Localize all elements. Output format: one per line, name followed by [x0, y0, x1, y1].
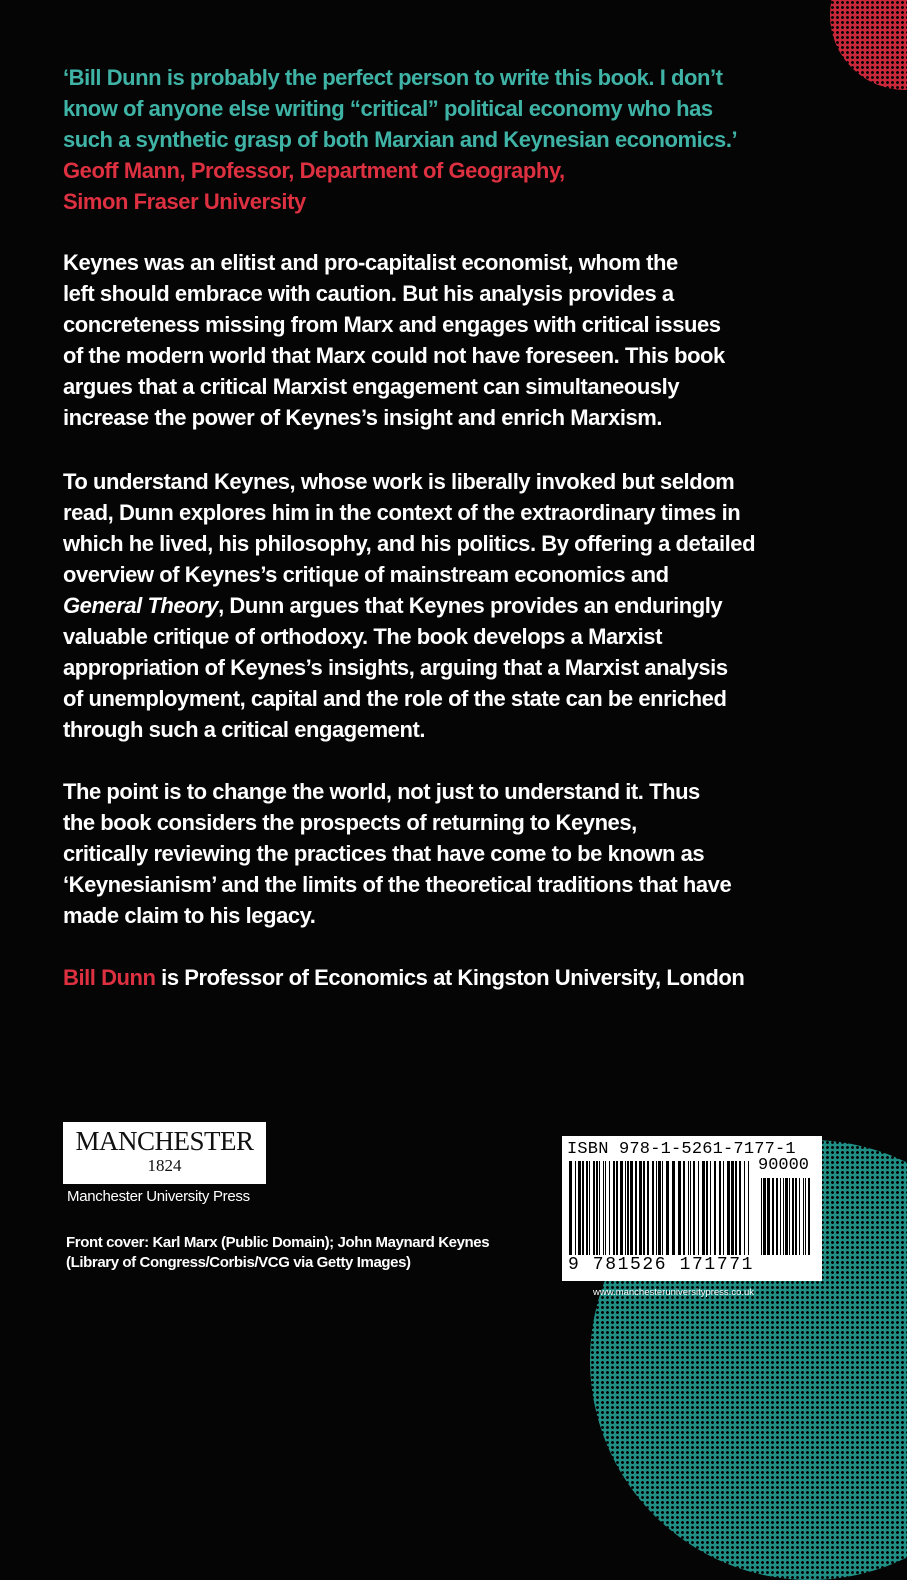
ean-digits: 9 781526 171771	[568, 1255, 755, 1275]
paragraph-line: To understand Keynes, whose work is liberally invoked but seldom	[63, 469, 735, 494]
quote-line: ‘Bill Dunn is probably the perfect person to write this book. I don’t	[63, 65, 723, 90]
author-bio	[63, 962, 853, 993]
paragraph-line: concreteness missing from Marx and engages with critical issues	[63, 312, 721, 337]
book-title-italic: General Theory	[63, 593, 219, 618]
author-bio-text: is Professor of Economics at Kingston University, London	[155, 965, 745, 990]
quote-line: such a synthetic grasp of both Marxian and Keynesian economics.’	[63, 127, 738, 152]
endorsement-quote	[63, 62, 853, 217]
addon-barcode-bars-icon	[760, 1178, 816, 1255]
blurb-paragraph-2	[63, 466, 853, 745]
paragraph-line	[63, 590, 853, 621]
paragraph-line: The point is to change the world, not just to understand it. Thus	[63, 779, 700, 804]
paragraph-line: increase the power of Keynes’s insight and enrich Marxism.	[63, 405, 663, 430]
logo-wordmark: MANCHESTER	[75, 1126, 254, 1156]
quote-attribution: Geoff Mann, Professor, Department of Geography,	[63, 158, 565, 183]
credit-line: (Library of Congress/Corbis/VCG via Getty Images)	[66, 1254, 411, 1271]
paragraph-text: , Dunn argues that Keynes provides an enduringly	[218, 593, 723, 618]
publisher-website: www.manchesteruniversitypress.co.uk	[593, 1287, 755, 1298]
blurb-paragraph-3	[63, 776, 853, 931]
barcode-bars-icon	[568, 1161, 754, 1255]
publisher-logo	[63, 1122, 266, 1184]
paragraph-line: the book considers the prospects of returning to Keynes,	[63, 810, 637, 835]
paragraph-line: Keynes was an elitist and pro-capitalist economist, whom the	[63, 250, 678, 275]
paragraph-line: made claim to his legacy.	[63, 903, 316, 928]
paragraph-line: critically reviewing the practices that have come to be known as	[63, 841, 705, 866]
isbn-barcode	[562, 1136, 822, 1281]
paragraph-line: which he lived, his philosophy, and his politics. By offering a detailed	[63, 531, 756, 556]
paragraph-line: argues that a critical Marxist engagement can simultaneously	[63, 374, 680, 399]
cover-credits	[66, 1233, 489, 1273]
quote-attribution: Simon Fraser University	[63, 189, 306, 214]
paragraph-line: of the modern world that Marx could not have foreseen. This book	[63, 343, 725, 368]
author-name: Bill Dunn	[63, 965, 156, 990]
quote-line: know of anyone else writing “critical” political economy who has	[63, 96, 713, 121]
paragraph-line: overview of Keynes’s critique of mainstream economics and	[63, 562, 669, 587]
credit-line: Front cover: Karl Marx (Public Domain); John Maynard Keynes	[66, 1234, 490, 1251]
publisher-name: Manchester University Press	[67, 1188, 250, 1205]
paragraph-line: left should embrace with caution. But his analysis provides a	[63, 281, 674, 306]
author-bio-line	[63, 962, 853, 993]
price-code: 90000	[758, 1156, 810, 1175]
paragraph-line: valuable critique of orthodoxy. The book develops a Marxist	[63, 624, 662, 649]
paragraph-line: read, Dunn explores him in the context of the extraordinary times in	[63, 500, 741, 525]
logo-year: 1824	[147, 1156, 182, 1175]
isbn-number: ISBN 978-1-5261-7177-1	[567, 1140, 796, 1159]
paragraph-line: appropriation of Keynes’s insights, arguing that a Marxist analysis	[63, 655, 728, 680]
paragraph-line: through such a critical engagement.	[63, 717, 425, 742]
blurb-paragraph-1	[63, 247, 853, 433]
paragraph-line: of unemployment, capital and the role of the state can be enriched	[63, 686, 727, 711]
paragraph-line: ‘Keynesianism’ and the limits of the theoretical traditions that have	[63, 872, 732, 897]
